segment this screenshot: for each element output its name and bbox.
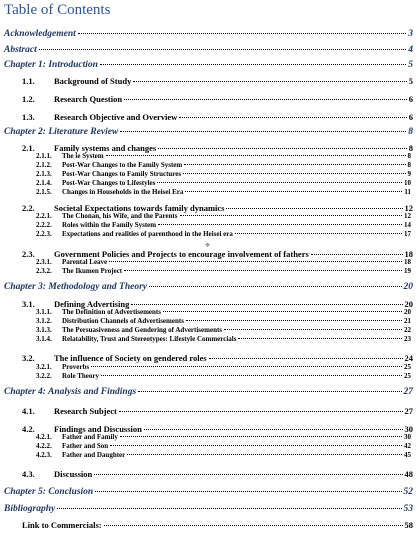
toc-entry-page-number: 24: [404, 353, 413, 363]
dot-leader: [57, 508, 401, 509]
toc-entry-page-number: 45: [404, 451, 411, 459]
dot-leader: [144, 429, 403, 430]
toc-entry-number: 1.3.: [22, 112, 35, 122]
toc-entry-label: Chapter 2: Literature Review: [4, 127, 119, 137]
page-title: Table of Contents: [4, 2, 111, 18]
toc-entry-page-number: 8: [408, 127, 413, 137]
toc-entry-page-number: 5: [408, 76, 413, 86]
dot-leader: [226, 208, 402, 209]
toc-entry-page-number: 18: [404, 249, 413, 259]
toc-entry-number: 2.1.: [22, 143, 35, 153]
dot-leader: [124, 270, 402, 271]
dot-leader: [138, 391, 401, 392]
toc-entry-label: Proverbs: [62, 363, 90, 371]
toc-entry-page-number: 27: [403, 387, 413, 397]
toc-entry-label: Roles within the Family System: [62, 221, 157, 229]
toc-entry-number: 4.3.: [22, 469, 35, 479]
toc-entry-label: Research Subject: [54, 406, 117, 416]
toc-entry-page-number: 42: [404, 442, 411, 450]
toc-entry-number: 2.2.: [22, 203, 35, 213]
toc-entry-label: Chapter 4: Analysis and Findings: [4, 387, 137, 397]
toc-entry[interactable]: [4, 127, 413, 137]
toc-entry-page-number: 3: [408, 29, 413, 39]
toc-entry-number: 1.1.: [22, 76, 35, 86]
toc-entry-label: Research Question: [54, 94, 123, 104]
dot-leader: [186, 320, 402, 321]
toc-entry-number: 3.2.2.: [36, 372, 52, 380]
toc-entry-label: Acknowledgement: [4, 29, 76, 39]
dot-leader: [120, 131, 406, 132]
dot-leader: [184, 164, 405, 165]
toc-entry-page-number: 12: [404, 203, 413, 213]
toc-entry[interactable]: [36, 152, 411, 160]
toc-entry-page-number: 48: [404, 469, 413, 479]
toc-entry-label: Father and Daughter: [62, 451, 126, 459]
toc-entry[interactable]: [22, 469, 413, 479]
toc-entry-page-number: 58: [404, 520, 413, 530]
toc-entry[interactable]: [22, 520, 413, 530]
toc-entry-number: 4.2.2.: [36, 442, 52, 450]
toc-entry-label: Post-War Changes to Lifestyles: [62, 179, 156, 187]
toc-entry-page-number: 18: [404, 258, 411, 266]
toc-entry-label: The Chonan, his Wife, and the Parents: [62, 212, 178, 220]
dot-leader: [235, 233, 402, 234]
toc-entry-number: 3.2.1.: [36, 363, 52, 371]
toc-entry-page-number: 10: [404, 179, 411, 187]
dot-leader: [180, 215, 402, 216]
toc-entry[interactable]: [36, 363, 411, 371]
toc-entry-page-number: 30: [404, 433, 411, 441]
toc-entry-label: Chapter 3: Methodology and Theory: [4, 282, 148, 292]
toc-entry-page-number: 53: [403, 504, 413, 514]
toc-entry-page-number: 19: [404, 267, 411, 275]
toc-entry-page-number: 8: [407, 152, 411, 160]
dot-leader: [157, 182, 402, 183]
dot-leader: [238, 338, 402, 339]
toc-entry-page-number: 27: [404, 406, 413, 416]
toc-entry-label: The Persuasiveness and Gendering of Advertisements: [62, 326, 223, 334]
toc-entry-label: Distribution Channels of Advertisements: [62, 317, 184, 325]
toc-entry-page-number: 17: [404, 230, 411, 238]
dot-leader: [95, 491, 401, 492]
toc-entry[interactable]: [36, 188, 411, 196]
toc-entry-number: 4.1.: [22, 406, 35, 416]
toc-entry-number: 2.1.2.: [36, 161, 52, 169]
toc-entry-page-number: 12: [404, 212, 411, 220]
toc-entry-number: 1.2.: [22, 94, 35, 104]
dot-leader: [131, 304, 402, 305]
toc-entry-page-number: 6: [408, 112, 413, 122]
dot-leader: [119, 411, 403, 412]
toc-entry-label: Government Policies and Projects to encourage involvement of fathers: [54, 249, 309, 259]
dot-leader: [109, 261, 402, 262]
dot-leader: [311, 254, 403, 255]
toc-entry-page-number: 4: [408, 45, 413, 55]
toc-entry-page-number: 20: [404, 308, 411, 316]
toc-entry-page-number: 25: [404, 363, 411, 371]
toc-entry-number: 3.1.: [22, 299, 35, 309]
toc-entry-number: 2.1.5.: [36, 188, 52, 196]
dot-leader: [224, 329, 402, 330]
toc-entry[interactable]: [22, 353, 413, 363]
dot-leader: [101, 375, 402, 376]
dot-leader: [110, 445, 402, 446]
toc-entry[interactable]: [36, 335, 411, 343]
toc-entry-label: The Definition of Advertisements: [62, 308, 161, 316]
toc-entry-label: Defining Advertising: [54, 299, 130, 309]
dot-leader: [183, 173, 405, 174]
toc-entry-number: 2.1.1.: [36, 152, 52, 160]
toc-entry-page-number: 5: [408, 60, 413, 70]
dot-leader: [39, 49, 407, 50]
dot-leader: [158, 148, 407, 149]
toc-entry-label: Research Objective and Overview: [54, 112, 178, 122]
toc-entry-label: Societal Expectations towards family dynamics: [54, 203, 225, 213]
toc-entry[interactable]: [4, 29, 413, 39]
dot-leader: [133, 81, 406, 82]
dot-leader: [124, 99, 407, 100]
toc-entry-page-number: 8: [408, 143, 413, 153]
toc-entry[interactable]: [22, 94, 413, 104]
dot-leader: [163, 311, 402, 312]
toc-entry-number: 2.3.1.: [36, 258, 52, 266]
toc-entry-label: Father and Family: [62, 433, 118, 441]
toc-entry-label: The influence of Society on gendered roles: [54, 353, 207, 363]
toc-entry-number: 4.2.3.: [36, 451, 52, 459]
toc-entry-number: 4.2.1.: [36, 433, 52, 441]
toc-entry-number: 2.2.3.: [36, 230, 52, 238]
toc-entry[interactable]: [22, 76, 413, 86]
toc-entry-number: 2.3.: [22, 249, 35, 259]
toc-entry[interactable]: [22, 406, 413, 416]
dot-leader: [149, 286, 401, 287]
dot-leader: [94, 474, 402, 475]
toc-entry-label: The Ikumen Project: [62, 267, 123, 275]
dot-leader: [179, 117, 406, 118]
toc-entry[interactable]: [4, 487, 413, 497]
dot-leader: [209, 358, 403, 359]
dot-leader: [158, 224, 402, 225]
toc-entry[interactable]: [4, 60, 413, 70]
toc-entry-label: Changes in Households in the Heisei Era: [62, 188, 184, 196]
dot-leader: [106, 155, 406, 156]
toc-entry-page-number: 20: [403, 282, 413, 292]
toc-entry-number: 3.1.2.: [36, 317, 52, 325]
toc-entry[interactable]: [36, 221, 411, 229]
dot-leader: [120, 436, 402, 437]
toc-entry-number: 2.3.2.: [36, 267, 52, 275]
toc-entry-label: Post-War Changes to Family Structures: [62, 170, 182, 178]
toc-entry-label: Background of Study: [54, 76, 132, 86]
toc-entry-label: Parental Leave: [62, 258, 108, 266]
toc-entry-number: 3.1.4.: [36, 335, 52, 343]
toc-entry-label: Post-War Changes to the Family System: [62, 161, 183, 169]
toc-entry-number: 2.1.4.: [36, 179, 52, 187]
toc-entry-label: Findings and Discussion: [54, 424, 142, 434]
toc-entry[interactable]: [36, 326, 411, 334]
toc-entry-page-number: 20: [404, 299, 413, 309]
dot-leader: [185, 191, 402, 192]
toc-entry[interactable]: [36, 451, 411, 459]
toc-entry[interactable]: [4, 504, 413, 514]
dot-leader: [78, 33, 406, 34]
toc-entry-page-number: 22: [404, 326, 411, 334]
toc-entry[interactable]: [4, 45, 413, 55]
toc-entry-label: Expectations and realities of parenthood in the Heisei era: [62, 230, 233, 238]
toc-entry[interactable]: [36, 179, 411, 187]
toc-entry-number: 2.2.2.: [36, 221, 52, 229]
toc-entry[interactable]: [36, 433, 411, 441]
toc-entry[interactable]: [36, 267, 411, 275]
toc-entry[interactable]: [36, 317, 411, 325]
toc-entry[interactable]: [36, 442, 411, 450]
toc-entry[interactable]: [36, 258, 411, 266]
toc-entry-page-number: 9: [407, 170, 411, 178]
toc-entry-number: 2.2.1.: [36, 212, 52, 220]
toc-entry-page-number: 21: [404, 317, 411, 325]
dot-leader: [104, 525, 403, 526]
mouse-cursor-icon: ⌖: [205, 240, 211, 250]
toc-entry-number: 3.2.: [22, 353, 35, 363]
toc-entry-label: Chapter 1: Introduction: [4, 60, 98, 70]
toc-entry[interactable]: [36, 161, 411, 169]
toc-entry-label: Link to Commercials:: [22, 520, 102, 530]
toc-entry-page-number: 14: [404, 221, 411, 229]
toc-entry[interactable]: [4, 282, 413, 292]
toc-entry[interactable]: [22, 112, 413, 122]
toc-entry[interactable]: [36, 212, 411, 220]
toc-entry-page-number: 30: [404, 424, 413, 434]
toc-entry-label: Relatability, Trust and Stereotypes: Lifestyle Commercials: [62, 335, 237, 343]
toc-entry-number: 3.1.1.: [36, 308, 52, 316]
toc-entry-label: Father and Son: [62, 442, 109, 450]
toc-entry-label: Chapter 5: Conclusion: [4, 487, 94, 497]
toc-entry-number: 3.1.3.: [36, 326, 52, 334]
toc-entry-label: The ie System: [62, 152, 104, 160]
dot-leader: [100, 64, 406, 65]
toc-entry-label: Bibliography: [4, 504, 56, 514]
dot-leader: [127, 454, 402, 455]
toc-entry-page-number: 6: [408, 94, 413, 104]
toc-entry-label: Role Theory: [62, 372, 100, 380]
toc-entry[interactable]: [4, 387, 413, 397]
dot-leader: [91, 366, 402, 367]
toc-entry-label: Abstract: [4, 45, 37, 55]
toc-entry[interactable]: [36, 372, 411, 380]
toc-entry-page-number: 11: [404, 188, 411, 196]
toc-entry[interactable]: [36, 308, 411, 316]
toc-entry-number: 4.2.: [22, 424, 35, 434]
toc-entry-label: Discussion: [54, 469, 93, 479]
toc-entry-page-number: 23: [404, 335, 411, 343]
toc-entry-page-number: 25: [404, 372, 411, 380]
toc-entry[interactable]: [36, 230, 411, 238]
toc-entry-number: 2.1.3.: [36, 170, 52, 178]
toc-entry-page-number: 52: [403, 487, 413, 497]
toc-entry-page-number: 8: [407, 161, 411, 169]
toc-entry-label: Family systems and changes: [54, 143, 157, 153]
toc-entry[interactable]: [36, 170, 411, 178]
